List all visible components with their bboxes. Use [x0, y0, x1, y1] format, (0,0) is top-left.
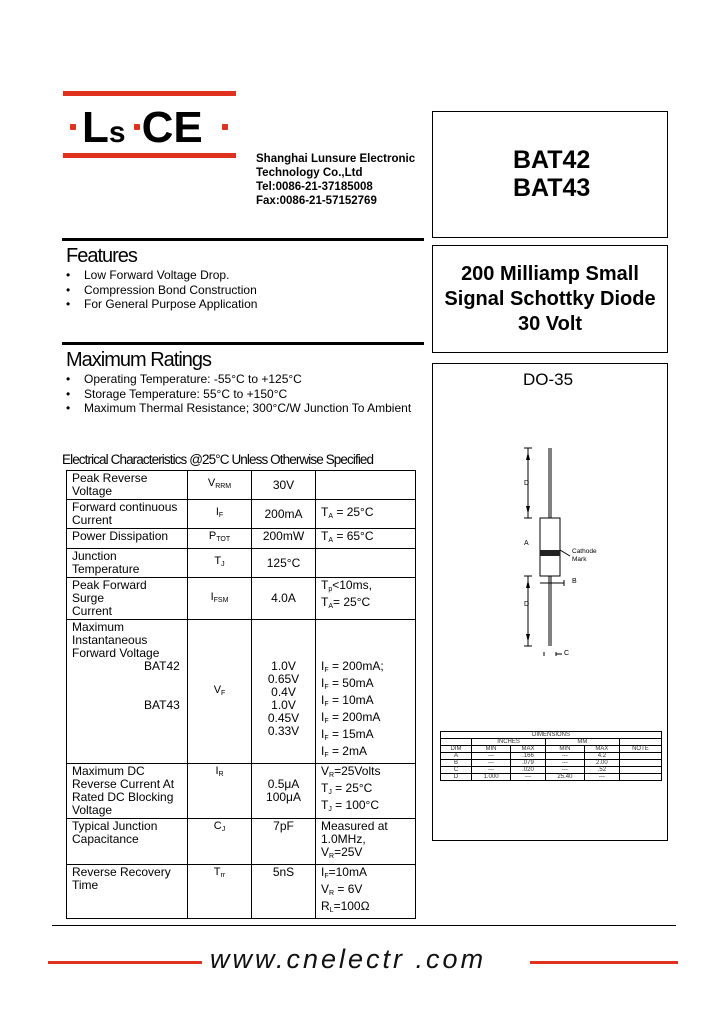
dims-cell: ---: [472, 767, 511, 774]
symbol-cell: $I_F$: [188, 500, 252, 529]
condition-cell: $V_R=25Volts$ $T_J = 25^\circ C$ $T_J = 100^\circ C$: [316, 764, 416, 819]
spec-table: [66, 470, 416, 919]
rating-item: • Storage Temperature: 55°C to +150°C: [62, 387, 411, 402]
param-cell: Typical Junction Capacitance: [67, 819, 188, 865]
dims-cell: .52: [584, 767, 619, 774]
vf-value: 1.0V: [271, 698, 296, 712]
bat42-label: BAT42: [144, 659, 180, 673]
condition-cell: $I_F=10mA$ $V_R = 6V$ $R_L=100\Omega$: [316, 865, 416, 919]
feature-item: • Compression Bond Construction: [62, 283, 257, 298]
footer-red-bar-left: [48, 961, 202, 964]
dims-head-cell: [619, 739, 661, 746]
symbol-cell: $P_{TOT}$: [188, 529, 252, 549]
table-row: [67, 549, 416, 578]
description-line-2: Signal Schottky Diode: [444, 288, 656, 310]
company-name-2: Technology Co.,Ltd: [256, 167, 363, 179]
symbol-cell: $C_J$: [188, 819, 252, 865]
param-cell: [67, 620, 188, 764]
description-line-1: 200 Milliamp Small: [461, 263, 639, 285]
electrical-title: Electrical Characteristics @25°C Unless Otherwise Specified: [62, 452, 374, 467]
value-cell: 125°C: [252, 549, 316, 578]
company-fax: Fax:0086-21-57152769: [256, 195, 377, 207]
vf-value: 0.33V: [267, 724, 300, 738]
condition-cell: Measured at 1.0MHz, $V_R=25V$: [316, 819, 416, 865]
dims-sub-cell: MIN: [545, 746, 584, 753]
description-text: [433, 262, 667, 337]
dim-label-a: A: [524, 540, 529, 547]
diode-body: [540, 518, 560, 576]
table-row: [67, 620, 416, 764]
logo-s: s: [108, 116, 126, 149]
param-cell: Reverse Recovery Time: [67, 865, 188, 919]
part-number-1: BAT42: [513, 146, 591, 174]
param-cell: Peak Reverse Voltage: [67, 471, 188, 500]
table-row: [67, 500, 416, 529]
dims-cell: A: [441, 753, 472, 760]
symbol-cell: $T_J$: [188, 549, 252, 578]
package-drawing: [500, 440, 620, 670]
table-row: [67, 865, 416, 919]
logo: [82, 104, 203, 157]
dims-cell: .079: [510, 760, 545, 767]
table-row: [441, 774, 662, 781]
company-name: Shanghai Lunsure Electronic: [256, 153, 416, 165]
value-cell: 5nS: [252, 865, 316, 919]
footer-url[interactable]: www.cnelectr .com: [210, 944, 487, 974]
dims-cell: ---: [584, 774, 619, 781]
package-title: DO-35: [523, 370, 574, 389]
param-cell: Maximum DC Reverse Current At Rated DC Blocking Voltage: [67, 764, 188, 819]
condition-cell: $T_p<10ms$, $T_A= 25^\circ C$: [316, 578, 416, 620]
dims-cell: .020: [510, 767, 545, 774]
symbol-cell: $V_F$: [188, 620, 252, 764]
param-cell: Peak Forward Surge Current: [67, 578, 188, 620]
param-cell: Forward continuous Current: [67, 500, 188, 529]
condition-cell: [316, 549, 416, 578]
vf-value: 0.4V: [271, 685, 296, 699]
param-cell: Junction Temperature: [67, 549, 188, 578]
cathode-mark-label: Cathode Mark: [572, 548, 597, 563]
symbol-cell: $V_{RRM}$: [188, 471, 252, 500]
feature-item: • For General Purpose Application: [62, 297, 257, 312]
dims-cell: 1.000: [472, 774, 511, 781]
dims-sub-cell: DIM: [441, 746, 472, 753]
dims-cell: [619, 753, 661, 760]
logo-l: L: [82, 103, 109, 152]
table-row: [67, 529, 416, 549]
dim-label-d-top: D: [524, 480, 530, 487]
value-cell: 4.0A: [252, 578, 316, 620]
value-cell: 200mA: [252, 500, 316, 529]
logo-dot-1: [70, 124, 76, 130]
symbol-cell: $I_{FSM}$: [188, 578, 252, 620]
dim-label-d-bottom: D: [524, 601, 530, 608]
logo-ce: CE: [141, 103, 203, 152]
value-cell: [252, 620, 316, 764]
dimensions-table: [440, 731, 662, 781]
dims-cell: 4.2: [584, 753, 619, 760]
dims-sub-cell: MAX: [510, 746, 545, 753]
dims-head-cell: MM: [545, 739, 619, 746]
features-rule: [62, 238, 424, 241]
table-row: [441, 739, 662, 746]
param-text: Maximum Instantaneous Forward Voltage: [72, 620, 160, 660]
value-cell: 30V: [252, 471, 316, 500]
dims-cell: D: [441, 774, 472, 781]
dims-cell: 25.40: [545, 774, 584, 781]
part-number-box: [432, 111, 668, 238]
dims-title: DIMENSIONS: [441, 732, 662, 739]
symbol-cell: $I_R$: [188, 764, 252, 819]
dims-cell: C: [441, 767, 472, 774]
table-row: [441, 760, 662, 767]
table-row: [67, 578, 416, 620]
table-row: [441, 746, 662, 753]
cathode-band: [540, 550, 560, 556]
dims-cell: ---: [510, 774, 545, 781]
table-row: [67, 764, 416, 819]
rating-item: • Operating Temperature: -55°C to +125°C: [62, 372, 411, 387]
features-title: Features: [66, 245, 137, 267]
dims-cell: ---: [545, 767, 584, 774]
company-tel: Tel:0086-21-37185008: [256, 181, 373, 193]
vf-value: 0.65V: [267, 672, 300, 686]
part-number-2: BAT43: [513, 174, 591, 202]
dims-cell: [619, 774, 661, 781]
value-cell: [252, 764, 316, 819]
symbol-cell: $T_{rr}$: [188, 865, 252, 919]
condition-cell: $T_A = 25^\circ C$: [316, 500, 416, 529]
dims-sub-cell: NOTE: [619, 746, 661, 753]
table-row: [67, 471, 416, 500]
condition-cell: $I_F = 200mA$; $I_F = 50mA$ $I_F = 10mA$ $I_F = 200mA$ $I_F = 15mA$ $I_F = 2mA$: [316, 620, 416, 764]
ir-value: 100μA: [266, 790, 301, 804]
table-row: [441, 753, 662, 760]
dims-sub-cell: MIN: [472, 746, 511, 753]
dims-head-cell: INCHES: [472, 739, 546, 746]
dims-cell: B: [441, 760, 472, 767]
description-box: [432, 245, 668, 353]
dims-cell: [619, 767, 661, 774]
table-row: [441, 767, 662, 774]
logo-dot-3: [222, 124, 228, 130]
dims-cell: ---: [472, 753, 511, 760]
param-cell: Power Dissipation: [67, 529, 188, 549]
table-row: [67, 819, 416, 865]
dims-cell: ---: [472, 760, 511, 767]
vf-value: 0.45V: [267, 711, 300, 725]
ratings-title: Maximum Ratings: [66, 349, 212, 371]
description-line-3: 30 Volt: [517, 313, 583, 335]
condition-cell: $T_A = 65^\circ C$: [316, 529, 416, 549]
dims-cell: 2.00: [584, 760, 619, 767]
dim-label-c: C: [564, 650, 570, 657]
footer-rule: [52, 925, 676, 926]
table-row: [441, 732, 662, 739]
company-info: [256, 152, 415, 208]
rating-item: • Maximum Thermal Resistance; 300°C/W Junction To Ambient: [62, 401, 411, 416]
dims-cell: ---: [545, 760, 584, 767]
ir-value: 0.5μA: [267, 777, 300, 791]
dim-label-b: B: [572, 578, 577, 585]
dims-sub-cell: MAX: [584, 746, 619, 753]
vf-value: 1.0V: [271, 659, 296, 673]
ratings-list: [62, 372, 411, 416]
dims-cell: ---: [545, 753, 584, 760]
bat43-label: BAT43: [144, 698, 180, 712]
dims-head-cell: [441, 739, 472, 746]
features-list: [62, 268, 257, 312]
logo-top-bar: [63, 91, 236, 96]
value-cell: 200mW: [252, 529, 316, 549]
feature-item: • Low Forward Voltage Drop.: [62, 268, 257, 283]
footer-red-bar-right: [530, 961, 678, 964]
condition-cell: [316, 471, 416, 500]
value-cell: 7pF: [252, 819, 316, 865]
dims-cell: [619, 760, 661, 767]
dims-cell: .166: [510, 753, 545, 760]
ratings-rule: [62, 342, 424, 345]
